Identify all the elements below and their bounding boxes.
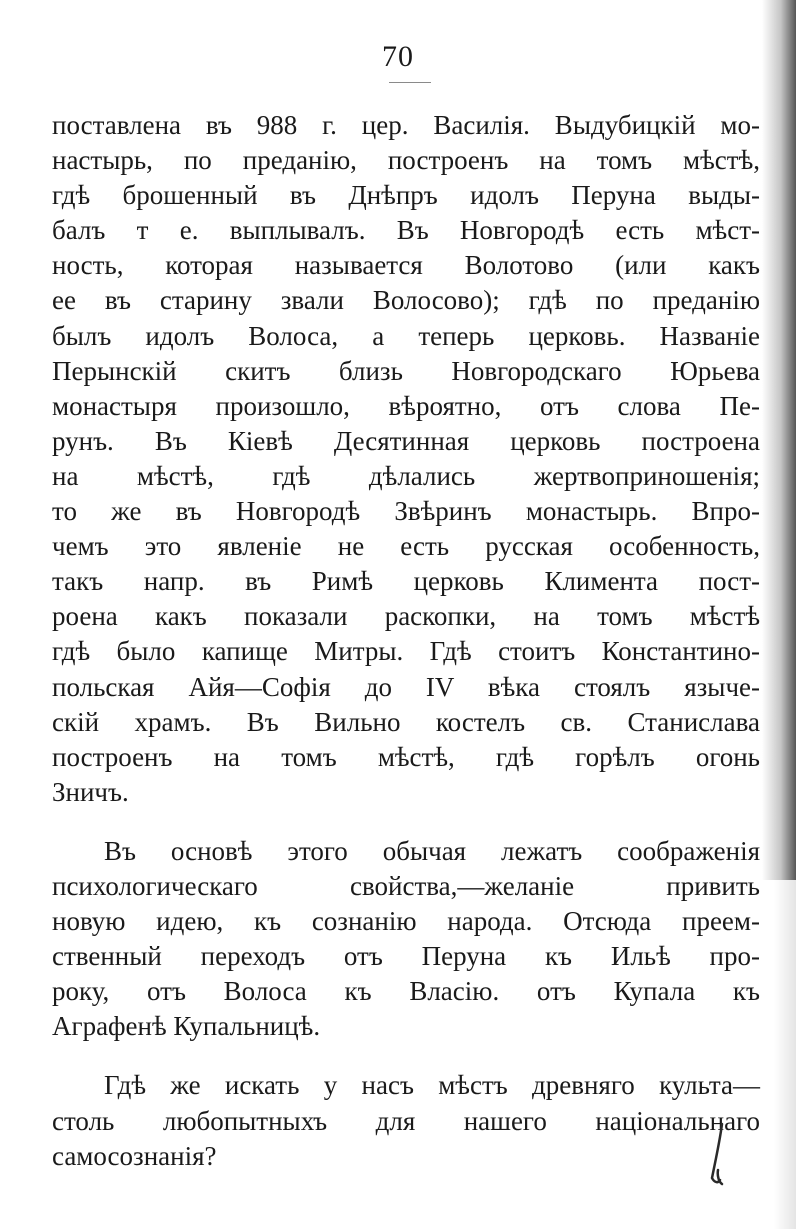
text-line: Въ основѣ этого обычая лежатъ соображенія bbox=[104, 835, 760, 866]
text-line: ность, которая называется Волотово (или какъ bbox=[52, 250, 760, 281]
text-line: психологическаго свойства,—желаніе привить bbox=[52, 870, 760, 901]
text-line: то же въ Новгородѣ Звѣринъ монастырь. Впро- bbox=[52, 496, 760, 527]
text-line: роена какъ показали раскопки, на томъ мѣстѣ bbox=[52, 601, 760, 632]
paragraph-gap bbox=[52, 1044, 760, 1068]
text-line: гдѣ было капище Митры. Гдѣ стоитъ Константино- bbox=[52, 636, 760, 667]
text-line: Гдѣ же искать у насъ мѣстъ древняго культа— bbox=[104, 1070, 760, 1101]
text-line: столь любопытныхъ для нашего національнаго bbox=[52, 1105, 760, 1136]
text-line: польская Айя—Софія до IV вѣка стоялъ языче- bbox=[52, 671, 760, 702]
page-edge-shadow-lower bbox=[774, 880, 796, 1229]
text-line: самосознанія? bbox=[52, 1140, 217, 1171]
text-line: такъ напр. въ Римѣ церковь Климента пост- bbox=[52, 566, 760, 597]
paragraph-gap bbox=[52, 810, 760, 834]
text-line: на мѣстѣ, гдѣ дѣлались жертвоприношенія; bbox=[52, 460, 760, 491]
text-line: гдѣ брошенный въ Днѣпръ идолъ Перуна выды- bbox=[52, 180, 760, 211]
page-edge-shadow bbox=[762, 0, 796, 880]
paragraph bbox=[52, 834, 760, 1045]
text-line: скій храмъ. Въ Вильно костелъ св. Станислава bbox=[52, 706, 760, 737]
text-line: новую идею, къ сознанію народа. Отсюда преем- bbox=[52, 906, 760, 937]
text-line: Аграфенѣ Купальницѣ. bbox=[52, 1011, 321, 1042]
text-line: Зничъ. bbox=[52, 776, 129, 807]
text-line: чемъ это явленіе не есть русская особенность, bbox=[52, 531, 760, 562]
page-number: 70 bbox=[382, 40, 414, 73]
page-number-rule bbox=[389, 82, 431, 83]
text-line: настырь, по преданію, построенъ на томъ мѣстѣ, bbox=[52, 145, 760, 176]
text-line: поставлена въ 988 г. цер. Василія. Выдубицкій мо- bbox=[52, 110, 760, 140]
text-line: року, отъ Волоса къ Власію. отъ Купала къ bbox=[52, 976, 760, 1007]
text-line: ственный переходъ отъ Перуна къ Ильѣ про- bbox=[52, 941, 760, 972]
paragraph bbox=[52, 1068, 760, 1173]
text-line: построенъ на томъ мѣстѣ, гдѣ горѣлъ огонь bbox=[52, 741, 760, 772]
text-line: былъ идолъ Волоса, а теперь церковь. Названіе bbox=[52, 320, 760, 351]
text-line: рунъ. Въ Кіевѣ Десятинная церковь построена bbox=[52, 425, 760, 456]
text-line: монастыря произошло, вѣроятно, отъ слова Пе- bbox=[52, 390, 760, 421]
paragraph bbox=[52, 108, 760, 810]
pencil-mark bbox=[700, 1120, 740, 1190]
text-line: балъ т е. выплывалъ. Въ Новгородѣ есть мѣст- bbox=[52, 215, 760, 246]
text-line: ее въ старину звали Волосово); гдѣ по преданію bbox=[52, 285, 760, 316]
text-line: Перынскій скитъ близь Новгородскаго Юрьева bbox=[52, 355, 760, 386]
body-text bbox=[52, 108, 760, 1174]
